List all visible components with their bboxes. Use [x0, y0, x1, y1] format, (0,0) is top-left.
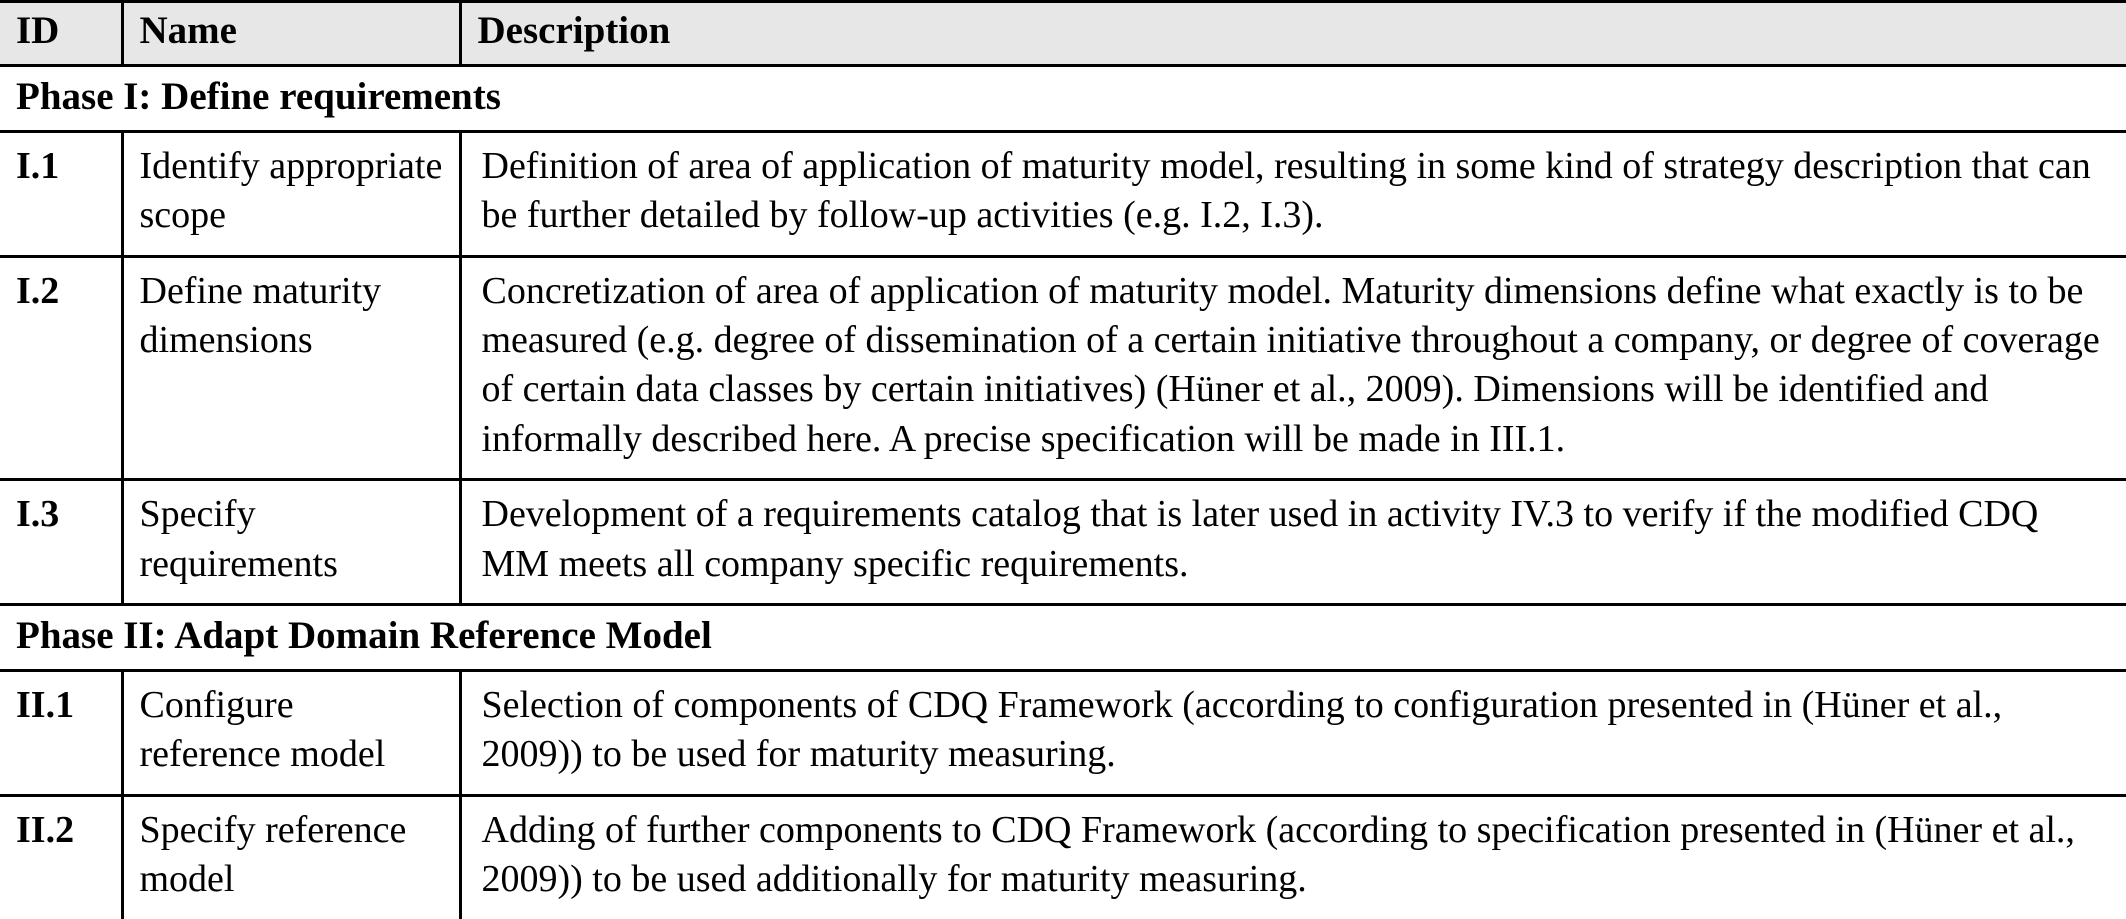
column-header-id: ID [0, 2, 122, 66]
table-row [0, 256, 2126, 480]
row-name: Define maturity dimensions [122, 256, 460, 480]
phase-row [0, 605, 2126, 671]
phase-row [0, 65, 2126, 131]
row-id: I.1 [0, 131, 122, 256]
table-header-row [0, 2, 2126, 66]
row-description: Adding of further components to CDQ Framework (according to specification presented in (Hüner et al., 2009)) to be used additionally for maturity measuring. [460, 795, 2126, 918]
row-id: I.3 [0, 480, 122, 605]
row-name: Identify appropriate scope [122, 131, 460, 256]
row-description: Concretization of area of application of maturity model. Maturity dimensions define what exactly is to be measured (e.g. degree of dissemination of a certain initiative throughout a company, or degree of coverage of certain data classes by certain initiatives) (Hüner et al., 2009). Dimensions will be identified and informally described here. A precise specification will be made in III.1. [460, 256, 2126, 480]
row-description: Selection of components of CDQ Framework (according to configuration presented in (Hüner et al., 2009)) to be used for maturity measuring. [460, 670, 2126, 795]
table-row [0, 131, 2126, 256]
table-row [0, 795, 2126, 918]
table-row [0, 670, 2126, 795]
row-id: I.2 [0, 256, 122, 480]
column-header-name: Name [122, 2, 460, 66]
row-description: Definition of area of application of maturity model, resulting in some kind of strategy description that can be further detailed by follow-up activities (e.g. I.2, I.3). [460, 131, 2126, 256]
row-id: II.1 [0, 670, 122, 795]
phase-label: Phase I: Define requirements [0, 65, 2126, 131]
row-name: Specify requirements [122, 480, 460, 605]
row-name: Configure reference model [122, 670, 460, 795]
column-header-description: Description [460, 2, 2126, 66]
row-description: Development of a requirements catalog that is later used in activity IV.3 to verify if the modified CDQ MM meets all company specific requirements. [460, 480, 2126, 605]
row-id: II.2 [0, 795, 122, 918]
row-name: Specify reference model [122, 795, 460, 918]
table-row [0, 480, 2126, 605]
phase-label: Phase II: Adapt Domain Reference Model [0, 605, 2126, 671]
